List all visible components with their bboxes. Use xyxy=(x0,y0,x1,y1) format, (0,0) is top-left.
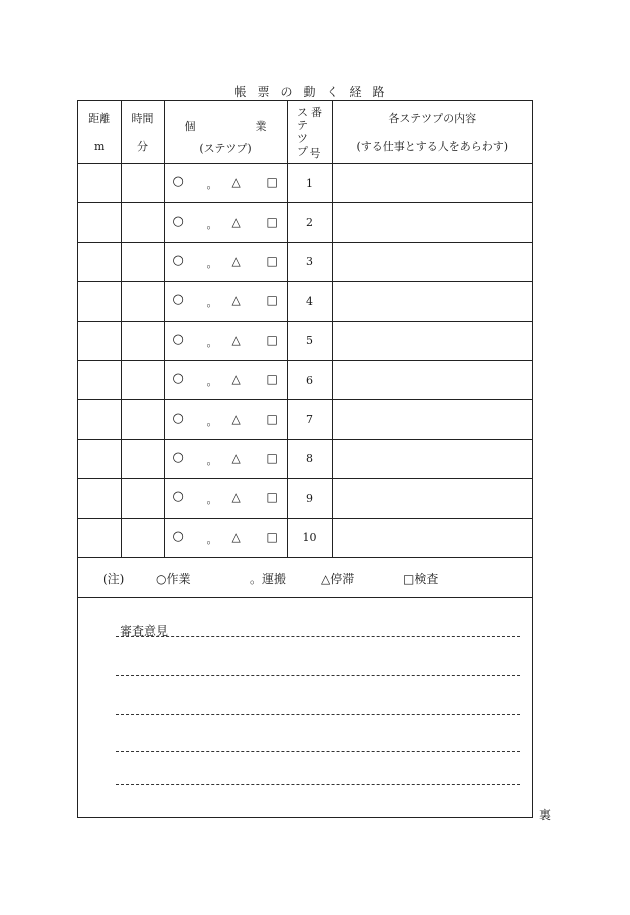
work-symbol-icon[interactable]: ○ xyxy=(172,489,184,505)
step-symbols-cell xyxy=(164,164,287,203)
delay-symbol-icon[interactable]: △ xyxy=(231,490,241,505)
work-symbol-icon[interactable]: ○ xyxy=(172,410,184,426)
remarks-line[interactable] xyxy=(116,784,520,785)
remarks-line[interactable] xyxy=(116,636,520,637)
work-symbol-icon[interactable]: ○ xyxy=(172,528,184,544)
remarks-label: 審査意見 xyxy=(120,624,169,638)
work-symbol-icon[interactable]: ○ xyxy=(172,371,184,387)
work-symbol-icon[interactable]: ○ xyxy=(172,252,184,268)
distance-cell[interactable] xyxy=(78,164,121,203)
content-cell[interactable] xyxy=(332,203,532,242)
step-number-header-vertical: ス テ ツ プ xyxy=(297,106,308,158)
transport-symbol-icon[interactable]: 。 xyxy=(206,217,218,231)
distance-cell[interactable] xyxy=(78,282,121,321)
legend-transport: 。運搬 xyxy=(250,572,287,586)
time-cell[interactable] xyxy=(121,360,164,399)
step-symbols-cell xyxy=(164,282,287,321)
content-cell[interactable] xyxy=(332,439,532,478)
remarks-line[interactable] xyxy=(116,675,520,676)
transport-symbol-icon[interactable]: 。 xyxy=(206,296,218,310)
transport-symbol-icon[interactable]: 。 xyxy=(206,453,218,467)
step-number-cell: 6 xyxy=(287,360,332,399)
table-row xyxy=(78,518,532,557)
table-row xyxy=(78,439,532,478)
content-cell[interactable] xyxy=(332,282,532,321)
work-symbol-icon[interactable]: ○ xyxy=(172,213,184,229)
time-header xyxy=(121,101,164,164)
step-number-header-go: 号 xyxy=(309,147,321,160)
distance-cell[interactable] xyxy=(78,242,121,281)
time-unit-label: 分 xyxy=(137,139,148,153)
legend-note: (注) xyxy=(103,572,125,586)
table-row xyxy=(78,242,532,281)
distance-unit-label: m xyxy=(94,139,105,153)
step-number-header-ban: 番 xyxy=(311,106,322,119)
distance-cell[interactable] xyxy=(78,518,121,557)
step-symbols-cell xyxy=(164,439,287,478)
distance-cell[interactable] xyxy=(78,321,121,360)
work-symbol-icon[interactable]: ○ xyxy=(172,174,184,190)
step-symbols-cell xyxy=(164,518,287,557)
page-side-label: 裏 xyxy=(539,808,552,822)
time-cell[interactable] xyxy=(121,321,164,360)
delay-symbol-icon[interactable]: △ xyxy=(231,175,241,190)
step-number-cell: 2 xyxy=(287,203,332,242)
step-number-cell: 10 xyxy=(287,518,332,557)
delay-symbol-icon[interactable]: △ xyxy=(231,529,241,544)
distance-cell[interactable] xyxy=(78,439,121,478)
work-symbol-icon[interactable]: ○ xyxy=(172,292,184,308)
step-symbols-cell xyxy=(164,203,287,242)
table-row xyxy=(78,321,532,360)
distance-cell[interactable] xyxy=(78,479,121,518)
inspect-symbol-icon[interactable]: □ xyxy=(266,411,278,426)
step-symbols-cell xyxy=(164,479,287,518)
distance-cell[interactable] xyxy=(78,360,121,399)
form-title: 帳票の動く経路 xyxy=(234,85,396,99)
inspect-symbol-icon[interactable]: □ xyxy=(266,175,278,190)
content-header-label: 各ステツプの内容 xyxy=(388,111,477,125)
delay-symbol-icon[interactable]: △ xyxy=(231,450,241,465)
transport-symbol-icon[interactable]: 。 xyxy=(206,493,218,507)
table-row xyxy=(78,282,532,321)
table-header-row xyxy=(78,101,532,164)
inspect-symbol-icon[interactable]: □ xyxy=(266,214,278,229)
step-symbols-cell xyxy=(164,400,287,439)
time-cell[interactable] xyxy=(121,282,164,321)
distance-cell[interactable] xyxy=(78,400,121,439)
transport-symbol-icon[interactable]: 。 xyxy=(206,256,218,270)
content-cell[interactable] xyxy=(332,400,532,439)
inspect-symbol-icon[interactable]: □ xyxy=(266,332,278,347)
time-cell[interactable] xyxy=(121,400,164,439)
step-symbols-cell xyxy=(164,242,287,281)
inspect-symbol-icon[interactable]: □ xyxy=(266,450,278,465)
delay-symbol-icon[interactable]: △ xyxy=(231,253,241,268)
table-row xyxy=(78,360,532,399)
step-symbols-cell xyxy=(164,321,287,360)
step-number-cell: 9 xyxy=(287,479,332,518)
step-type-header xyxy=(164,101,287,164)
inspect-symbol-icon[interactable]: □ xyxy=(266,293,278,308)
step-number-cell: 8 xyxy=(287,439,332,478)
step-number-cell: 7 xyxy=(287,400,332,439)
transport-symbol-icon[interactable]: 。 xyxy=(206,414,218,428)
content-cell[interactable] xyxy=(332,479,532,518)
inspect-symbol-icon[interactable]: □ xyxy=(266,529,278,544)
delay-symbol-icon[interactable]: △ xyxy=(231,214,241,229)
work-symbol-icon[interactable]: ○ xyxy=(172,331,184,347)
delay-symbol-icon[interactable]: △ xyxy=(231,411,241,426)
remarks-line[interactable] xyxy=(116,751,520,752)
content-header xyxy=(332,101,532,164)
transport-symbol-icon[interactable]: 。 xyxy=(206,335,218,349)
content-header-sublabel: (する仕事とする人をあらわす) xyxy=(356,139,509,153)
distance-header xyxy=(78,101,121,164)
route-form xyxy=(77,100,533,818)
table-row xyxy=(78,479,532,518)
inspect-symbol-icon[interactable]: □ xyxy=(266,490,278,505)
legend-work: ○作業 xyxy=(156,572,191,586)
legend-inspect: □検査 xyxy=(403,572,439,586)
time-cell[interactable] xyxy=(121,242,164,281)
inspect-symbol-icon[interactable]: □ xyxy=(266,253,278,268)
legend-delay: △停滞 xyxy=(321,572,355,586)
content-cell[interactable] xyxy=(332,242,532,281)
delay-symbol-icon[interactable]: △ xyxy=(231,332,241,347)
time-cell[interactable] xyxy=(121,203,164,242)
step-number-cell: 4 xyxy=(287,282,332,321)
step-symbols-cell xyxy=(164,360,287,399)
step-number-cell: 3 xyxy=(287,242,332,281)
delay-symbol-icon[interactable]: △ xyxy=(231,293,241,308)
distance-header-label: 距離 xyxy=(88,111,111,125)
time-cell[interactable] xyxy=(121,439,164,478)
time-cell[interactable] xyxy=(121,164,164,203)
table-row xyxy=(78,203,532,242)
remarks-section xyxy=(78,598,532,817)
step-type-label-right: 業 xyxy=(255,120,267,133)
transport-symbol-icon[interactable]: 。 xyxy=(206,178,218,192)
step-type-label-left: 個 xyxy=(184,120,196,133)
step-type-sublabel: (ステツプ) xyxy=(199,142,252,155)
content-cell[interactable] xyxy=(332,360,532,399)
time-cell[interactable] xyxy=(121,479,164,518)
route-table xyxy=(78,101,532,558)
table-row xyxy=(78,400,532,439)
transport-symbol-icon[interactable]: 。 xyxy=(206,375,218,389)
inspect-symbol-icon[interactable]: □ xyxy=(266,372,278,387)
time-cell[interactable] xyxy=(121,518,164,557)
content-cell[interactable] xyxy=(332,164,532,203)
step-number-header xyxy=(287,101,332,164)
transport-symbol-icon[interactable]: 。 xyxy=(206,532,218,546)
content-cell[interactable] xyxy=(332,321,532,360)
remarks-line[interactable] xyxy=(116,714,520,715)
distance-cell[interactable] xyxy=(78,203,121,242)
work-symbol-icon[interactable]: ○ xyxy=(172,449,184,465)
content-cell[interactable] xyxy=(332,518,532,557)
time-header-label: 時間 xyxy=(131,111,154,125)
table-row xyxy=(78,164,532,203)
step-number-cell: 5 xyxy=(287,321,332,360)
delay-symbol-icon[interactable]: △ xyxy=(231,372,241,387)
step-number-cell: 1 xyxy=(287,164,332,203)
legend xyxy=(78,557,532,598)
